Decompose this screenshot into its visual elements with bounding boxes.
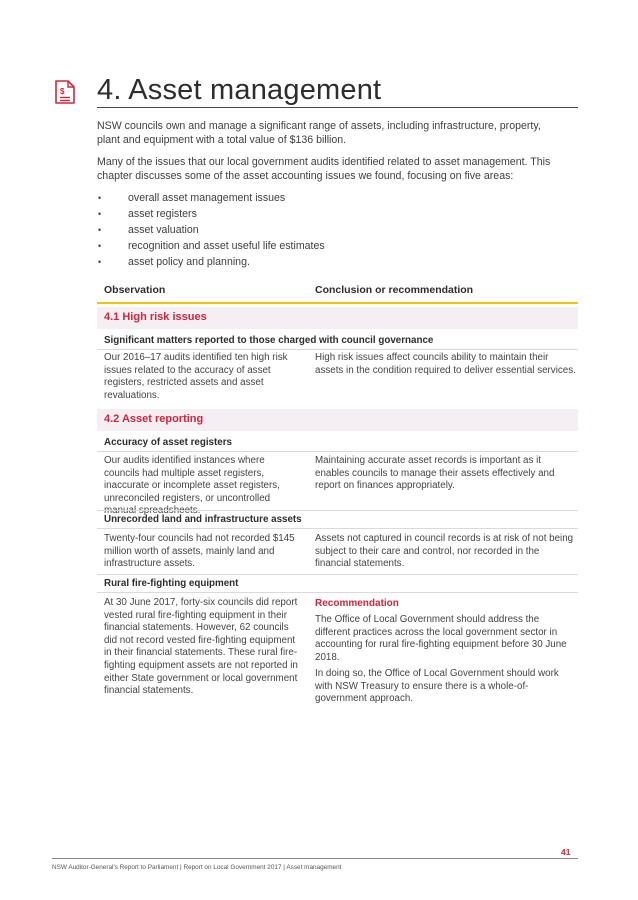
- column-header-conclusion: Conclusion or recommendation: [315, 284, 474, 296]
- list-item: • recognition and asset useful life estimates: [97, 239, 557, 255]
- table-header: [97, 280, 578, 304]
- divider: [97, 528, 578, 529]
- list-item: • asset registers: [97, 207, 557, 223]
- title-divider: [97, 107, 578, 108]
- divider: [97, 451, 578, 452]
- group-heading: Accuracy of asset registers: [104, 437, 232, 448]
- lead-paragraph: Many of the issues that our local government audits identified related to asset management. This chapter discusses some of the asset accounting issues we found, focusing on five areas:: [97, 156, 551, 182]
- conclusion-cell: High risk issues affect councils ability to maintain their assets in the condition required to deliver essential services.: [315, 352, 576, 376]
- section-heading-high-risk: 4.1 High risk issues: [97, 307, 578, 329]
- divider: [97, 510, 578, 511]
- observation-cell: Twenty-four councils had not recorded $145 million worth of assets, mainly land and infrastructure assets.: [104, 533, 295, 570]
- column-header-observation: Observation: [104, 284, 166, 296]
- group-heading: Significant matters reported to those charged with council governance: [104, 335, 434, 346]
- list-item: • overall asset management issues: [97, 191, 557, 207]
- footer-text: NSW Auditor-General's Report to Parliament | Report on Local Government 2017 | Asset management: [52, 864, 342, 871]
- group-heading: Unrecorded land and infrastructure assets: [104, 514, 302, 525]
- footer-divider: [52, 858, 578, 859]
- section-heading-asset-reporting: 4.2 Asset reporting: [97, 409, 578, 431]
- divider: [97, 349, 578, 350]
- svg-text:$: $: [60, 87, 65, 96]
- recommendation-text: In doing so, the Office of Local Government should work with NSW Treasury to ensure there is a whole-of-government approach.: [315, 668, 559, 705]
- page-title: 4. Asset management: [97, 74, 382, 106]
- list-item: • asset policy and planning.: [97, 255, 557, 271]
- divider: [97, 574, 578, 575]
- recommendation-text: The Office of Local Government should address the different practices across the local government sector in accounting for rural fire-fighting equipment before 30 June 2018.: [315, 614, 567, 663]
- observation-cell: Our 2016–17 audits identified ten high risk issues related to the accuracy of asset registers, restricted assets and asset revaluations.: [104, 352, 288, 401]
- divider: [97, 592, 578, 593]
- group-heading: Rural fire-fighting equipment: [104, 578, 239, 589]
- intro-paragraph: NSW councils own and manage a significant range of assets, including infrastructure, property, plant and equipment with a total value of $136 billion.: [97, 120, 541, 146]
- observation-cell: Our audits identified instances where councils had multiple asset registers, inaccurate or incomplete asset registers, unreconciled registers, or uncontrolled: [104, 455, 280, 504]
- observation-cell: At 30 June 2017, forty-six councils did report vested rural fire-fighting equipment in their financial statements. However, 62 councils did not record vested fire-fighting equipment in their financial statements. These rural fire-fighting equipment assets are not reported in either State government or local government financial statements.: [104, 597, 298, 697]
- document-icon: [54, 80, 76, 104]
- conclusion-cell: Maintaining accurate asset records is important as it enables councils to manage their assets effectively and report on finances appropriately.: [315, 455, 555, 492]
- focus-areas-list: [97, 191, 557, 271]
- list-item: • asset valuation: [97, 223, 557, 239]
- recommendation-label: Recommendation: [315, 598, 399, 609]
- page-number: 41: [561, 847, 571, 857]
- conclusion-cell: Assets not captured in council records is at risk of not being subject to their care and control, nor recorded in the financial statements.: [315, 533, 574, 570]
